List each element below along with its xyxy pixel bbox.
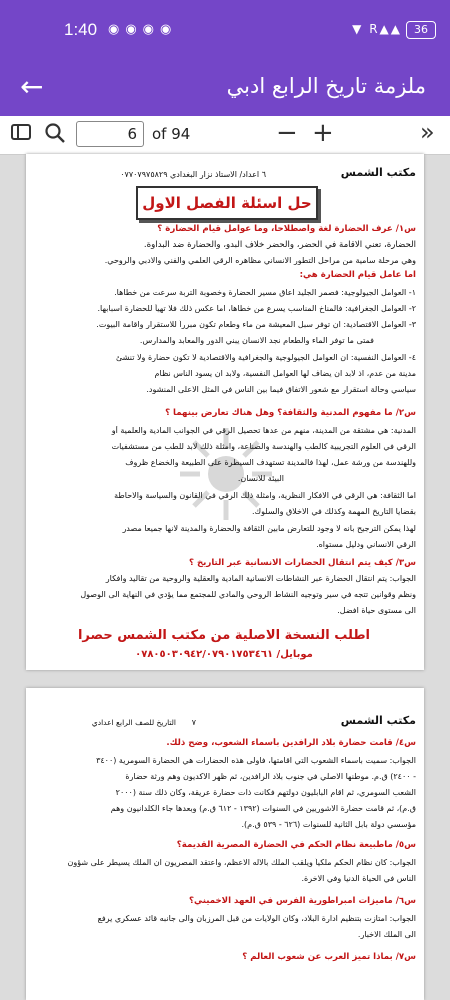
question-4: س٤/ قامت حضارة بلاد الرافدين بأسماء الشعوب، وضح ذلك. xyxy=(166,738,416,748)
zoom-in-button[interactable]: + xyxy=(312,118,334,148)
text-line: فمتى ما توفر الماء والطعام نجد الانسان يبني الدور والمعابد والمدارس. xyxy=(139,336,374,345)
pdf-toolbar xyxy=(0,116,450,155)
text-line: الجواب: امتازت بتنظيم ادارة البلاد، وكان الولايات من قبل المرزبان والى جانبه قائد عسكري يرفع xyxy=(97,914,416,923)
page-header-author: ٦ اعداد/ الاستاذ نزار البغدادي ٠٧٧٠٧٩٧٥٨٢٩ xyxy=(120,170,266,179)
question-3: س٣/ كيف يتم انتقال الحضارات الانسانية عبر التاريخ ؟ xyxy=(188,558,416,568)
status-bar xyxy=(0,0,450,62)
battery-icon: 36 xyxy=(406,21,436,39)
question-1: س١/ عرف الحضارة لغة واصطلاحا، وما عوامل قيام الحضارة ؟ xyxy=(157,224,416,234)
text-line: - ٢٤٠٠) ق.م. موطنها الاصلي في جنوب بلاد الرافدين، ثم ظهر الاكديون وهم ورثة حضارة xyxy=(125,772,416,781)
text-line: ٣- العوامل الاقتصادية: ان توفر سبل المعيشة من ماء وطعام تكون مبرراً للاستقرار واقامة البيوت. xyxy=(96,320,416,329)
text-line: البيئة للانسان. xyxy=(237,474,284,483)
status-time: 1:40 xyxy=(64,20,98,39)
text-line: وللهندسة من ورشة عمل، لهذا فالمدينة تستهدف السيطرة على الطبيعة والخضاع ظروف xyxy=(125,458,416,467)
text-line: الجواب: سميت باسماء الشعوب التي اقامتها، فاولى هذه الحضارات هي الحضارة السومرية (٣٤٠٠ xyxy=(96,756,416,765)
text-line: الشعب السومري، ثم اقام البابليون دولتهم فكانت ذات حضارة عريقة، وكان ذلك سنة (٢٠٠٠ xyxy=(115,788,416,797)
text-line: ١- العوامل الجيولوجية: فصمر الجليد اعاق مسير الحضارة وخصوبة التربة سرعت من خطاها. xyxy=(114,288,416,297)
page-header-office: مكتب الشمس xyxy=(340,166,416,179)
back-arrow-icon[interactable]: ← xyxy=(20,70,44,103)
text-line: الجواب: كان نظام الحكم ملكياً ويلقب الملك بالاله الاعظم، واعتقد المصريون ان الملك يسيطر على شؤون xyxy=(67,858,416,867)
text-line: مؤسسي دولة بابل الثانية للسنوات (٦٢٦ - ٥٣٩ ق.م). xyxy=(241,820,416,829)
notification-icons: ◉◉◉◉ xyxy=(108,22,178,37)
text-line: سياسي وحالة استقرار مع شعور الاتفاق فيما بين الناس في المثل الاعلى المنشود. xyxy=(146,385,416,394)
question-5: س٥/ ماطبيعة نظام الحكم في الحضارة المصرية القديمة؟ xyxy=(176,840,416,850)
text-line: اما عامل قيام الحضارة هي: xyxy=(299,270,416,280)
text-line: الى مستوى حياة افضل. xyxy=(337,606,416,615)
chapter-title-box: حل اسئلة الفصل الاول xyxy=(136,186,318,220)
question-2: س٢/ ما مفهوم المدنية والثقافة؟ وهل هناك تعارض بينهما ؟ xyxy=(165,408,416,418)
text-line: الرقي في العلوم التجريبية كالطب والهندسة والصناعة، وامثلة ذلك لابد للطب من مستشفيات xyxy=(111,442,416,451)
sidebar-toggle-icon[interactable] xyxy=(10,122,32,147)
pdf-page-6 xyxy=(26,154,424,670)
page-header-office: مكتب الشمس xyxy=(340,714,416,727)
text-line: ٤- العوامل النفسية: ان العوامل الجيولوجية والجغرافية والاقتصادية لا تكون حضارة ولا تنشئ xyxy=(116,353,416,362)
pdf-page-7 xyxy=(26,688,424,1000)
text-line: اما الثقافة: هي الرقي في الافكار النظرية، وامثلة ذلك الرقي في القانون والسياسة والاحاطة xyxy=(114,491,416,500)
text-line: الجواب: يتم انتقال الحضارة عبر النشاطات الانسانية المادية والعقلية والروحية من تقاليد وافكار xyxy=(105,574,416,583)
text-line: الناس في الحياة الدنيا وفي الاخرة. xyxy=(301,874,416,883)
text-line: الى الملك الاخبار. xyxy=(357,930,416,939)
text-line: مدينة من عدم، اذ لابد ان يضاف لها العوامل النفسية، ولابد ان يسود الناس نظام xyxy=(154,369,416,378)
text-line: وهي مرحلة سامية من مراحل التطور الانساني مظاهره الرقي العلمي والفني والادبي والروحي. xyxy=(104,256,416,265)
page-count: of 94 xyxy=(152,125,191,143)
question-7: س٧/ بماذا تميز العرب عن شعوب العالم ؟ xyxy=(242,952,416,962)
text-line: لهذا يمكن الترجيح بانه لا وجود للتعارض مابين الثقافة والحضارة والمدينة لانها جميعا مصدر xyxy=(122,524,416,533)
ad-phone: موبايل/ ٠٧٨٠٥٠٣٠٩٤٢/٠٧٩٠١٧٥٣٤٦١ xyxy=(135,649,313,660)
app-title: ملزمة تاريخ الرابع ادبي xyxy=(226,74,426,98)
text-line: ٢- العوامل الجغرافية: فالمناخ المناسب يسرع من خطاها، اما عكس ذلك فلا تهيأ للحضارة اسبابها. xyxy=(97,304,416,313)
ad-headline: اطلب النسخة الاصلية من مكتب الشمس حصرا xyxy=(77,628,371,643)
text-line: ونظم وقوانين تتجه في سير وتوجيه النشاط الروحي والمادي للمجتمع مما يؤدي في النهاية الى الوصول xyxy=(80,590,416,599)
page-number-input[interactable]: 6 xyxy=(76,121,144,147)
question-6: س٦/ ماميزات امبراطورية الفرس في العهد الاخميني؟ xyxy=(189,896,416,906)
text-line: المدنية: هي مشتقة من المدينة، منهم من عدها تحصيل الرقي في الجوانب المادية والعلمية أو xyxy=(111,426,416,435)
chevron-right-icon[interactable]: » xyxy=(420,118,435,146)
page-number: ٧ xyxy=(191,718,196,727)
text-line: الرقي الانساني ودليل مستواه. xyxy=(316,540,416,549)
text-line: الحضارة، تعني الاقامة في الحضر، والحضر خلاف البدو، والحضارة ضد البداوة. xyxy=(143,240,416,250)
app-bar xyxy=(0,62,450,116)
search-icon[interactable] xyxy=(44,122,66,149)
page-header-subject: التاريخ للصف الرابع اعدادي xyxy=(91,718,176,727)
zoom-out-button[interactable]: − xyxy=(276,118,298,148)
text-line: بقضايا التاريخ المهمة وكذلك في الاخلاق والسلوك. xyxy=(251,507,416,516)
signal-icon: ▼ R▲▲ xyxy=(352,22,402,36)
text-line: ق.م)، ثم قامت حضارة الاشوريين في السنوات (١٣٩٢ - ٦١٢ ق.م) وبعدها جاء الكلدانيون وهم xyxy=(110,804,416,813)
